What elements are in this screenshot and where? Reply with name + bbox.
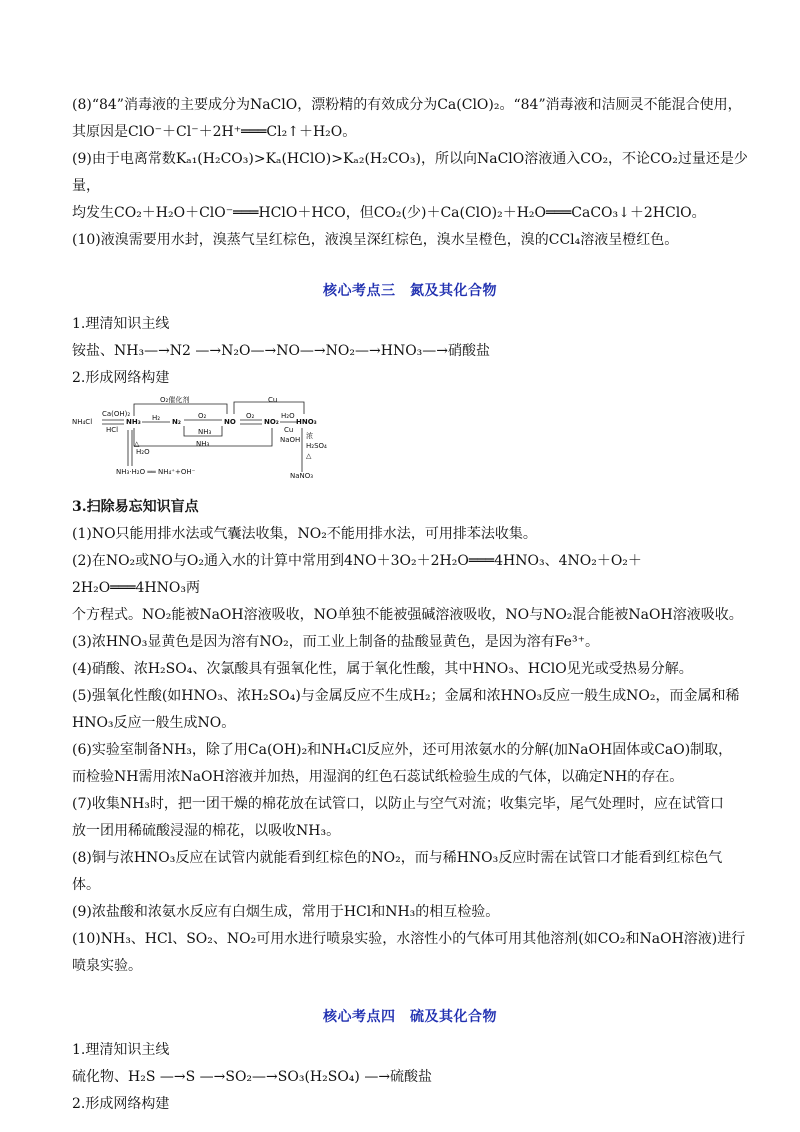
section-heading-nitrogen: 核心考点三 氮及其化合物 bbox=[323, 283, 497, 299]
label-h2o-b: H₂O bbox=[136, 448, 150, 456]
label-o2-a: O₂ bbox=[198, 412, 207, 420]
label-nh3-b: NH₃ bbox=[198, 428, 212, 436]
sulfur-mainline: 硫化物、H₂S —→S —→SO₂—→SO₃(H₂SO₄) —→硫酸盐 bbox=[72, 1069, 433, 1085]
section-heading-sulfur: 核心考点四 硫及其化合物 bbox=[323, 1009, 497, 1025]
label-nh3: NH₃ bbox=[126, 418, 141, 426]
label-hno3: HNO₃ bbox=[296, 418, 317, 426]
label-nh3-c: NH₃ bbox=[196, 440, 210, 448]
n-note-7-line2: 放一团用稀硫酸浸湿的棉花，以吸收NH₃。 bbox=[72, 823, 341, 839]
label-h2o-a: H₂O bbox=[281, 412, 295, 420]
n-note-7-line1: (7)收集NH₃时，把一团干燥的棉花放在试管口，以防止与空气对流；收集完毕，尾气处理时，应在试管口 bbox=[72, 796, 724, 812]
label-h2: H₂ bbox=[152, 414, 161, 422]
nitrogen-network-diagram bbox=[72, 396, 327, 484]
subheading-network: 2.形成网络构建 bbox=[72, 370, 170, 386]
label-naoh: NaOH bbox=[280, 436, 301, 444]
label-ionization: NH₃·H₂O ══ NH₄⁺+OH⁻ bbox=[116, 468, 196, 476]
n-note-5-line1: (5)强氧化性酸(如HNO₃、浓H₂SO₄)与金属反应不生成H₂；金属和浓HNO₃反应一般生成NO₂，而金属和稀 bbox=[72, 688, 740, 704]
document-page bbox=[72, 92, 748, 1118]
label-h2so4: H₂SO₄ bbox=[306, 442, 327, 450]
subheading-mainline: 1.理清知识主线 bbox=[72, 316, 170, 332]
label-o2-b: O₂ bbox=[246, 412, 255, 420]
label-n2: N₂ bbox=[172, 418, 181, 426]
nitrogen-mainline: 铵盐、NH₃—→N2 —→N₂O—→NO—→NO₂—→HNO₃—→硝酸盐 bbox=[72, 343, 491, 359]
label-o2-catalyst: O₂催化剂 bbox=[160, 396, 190, 404]
sulfur-subheading-network: 2.形成网络构建 bbox=[72, 1096, 170, 1112]
sulfur-subheading-mainline: 1.理清知识主线 bbox=[72, 1042, 170, 1058]
halogen-notes bbox=[72, 92, 748, 254]
label-triangle-a: △ bbox=[134, 440, 140, 448]
label-triangle-b: △ bbox=[306, 452, 312, 460]
label-nh4cl: NH₄Cl bbox=[72, 418, 93, 426]
n-note-2-line2: 个方程式。NO₂能被NaOH溶液吸收，NO单独不能被强碱溶液吸收，NO与NO₂混合能被NaOH溶液吸收。 bbox=[72, 607, 743, 623]
n-note-10-line1: (10)NH₃、HCl、SO₂、NO₂可用水进行喷泉实验，水溶性小的气体可用其他溶剂(如CO₂和NaOH溶液)进行 bbox=[72, 931, 746, 947]
label-no: NO bbox=[224, 418, 236, 426]
n-note-6-line1: (6)实验室制备NH₃，除了用Ca(OH)₂和NH₄Cl反应外，还可用浓氨水的分解(加NaOH固体或CaO)制取， bbox=[72, 742, 733, 758]
label-cu-top: Cu bbox=[268, 396, 278, 404]
n-note-4: (4)硝酸、浓H₂SO₄、次氯酸具有强氧化性，属于氧化性酸，其中HNO₃、HClO见光或受热易分解。 bbox=[72, 661, 693, 677]
n-note-6-line2: 而检验NH需用浓NaOH溶液并加热，用湿润的红色石蕊试纸检验生成的气体，以确定NH的存在。 bbox=[72, 769, 684, 785]
label-hcl: HCl bbox=[106, 426, 119, 434]
n-note-8: (8)铜与浓HNO₃反应在试管内就能看到红棕色的NO₂，而与稀HNO₃反应时需在试管口才能看到红棕色气体。 bbox=[72, 850, 723, 893]
n-note-3: (3)浓HNO₃显黄色是因为溶有NO₂，而工业上制备的盐酸显黄色，是因为溶有Fe³⁺。 bbox=[72, 634, 599, 650]
label-caoh2: Ca(OH)₂ bbox=[102, 410, 131, 418]
note-10: (10)液溴需要用水封，溴蒸气呈红棕色，液溴呈深红棕色，溴水呈橙色，溴的CCl₄溶液呈橙红色。 bbox=[72, 232, 679, 248]
n-note-5-line2: HNO₃反应一般生成NO。 bbox=[72, 715, 236, 731]
n-note-9: (9)浓盐酸和浓氨水反应有白烟生成，常用于HCl和NH₃的相互检验。 bbox=[72, 904, 500, 920]
note-9-line2: 均发生CO₂＋H₂O＋ClO⁻═══HClO＋HCO，但CO₂(少)＋Ca(ClO)₂＋H₂O═══CaCO₃↓＋2HClO。 bbox=[72, 205, 706, 221]
label-no2: NO₂ bbox=[264, 418, 279, 426]
n-note-1: (1)NO只能用排水法或气囊法收集，NO₂不能用排水法，可用排苯法收集。 bbox=[72, 526, 537, 542]
note-8-line2: 其原因是ClO⁻＋Cl⁻＋2H⁺═══Cl₂↑＋H₂O。 bbox=[72, 124, 357, 140]
subheading-blindspots: 3.扫除易忘知识盲点 bbox=[72, 499, 199, 515]
note-8-line1: (8)“84”消毒液的主要成分为NaClO，漂粉精的有效成分为Ca(ClO)₂。“84”消毒液和洁厕灵不能混合使用， bbox=[72, 97, 742, 113]
n-note-10-line2: 喷泉实验。 bbox=[72, 958, 142, 974]
nitrogen-notes bbox=[72, 521, 748, 980]
label-cu-a: Cu bbox=[284, 426, 294, 434]
note-9-line1: (9)由于电离常数Kₐ₁(H₂CO₃)>Kₐ(HClO)>Kₐ₂(H₂CO₃)，所以向NaClO溶液通入CO₂，不论CO₂过量还是少量， bbox=[72, 151, 748, 194]
label-conc: 浓 bbox=[306, 432, 313, 440]
label-nano3: NaNO₃ bbox=[290, 472, 314, 480]
n-note-2-line1: (2)在NO₂或NO与O₂通入水的计算中常用到4NO＋3O₂＋2H₂O═══4HNO₃、4NO₂＋O₂＋2H₂O═══4HNO₃两 bbox=[72, 553, 642, 596]
